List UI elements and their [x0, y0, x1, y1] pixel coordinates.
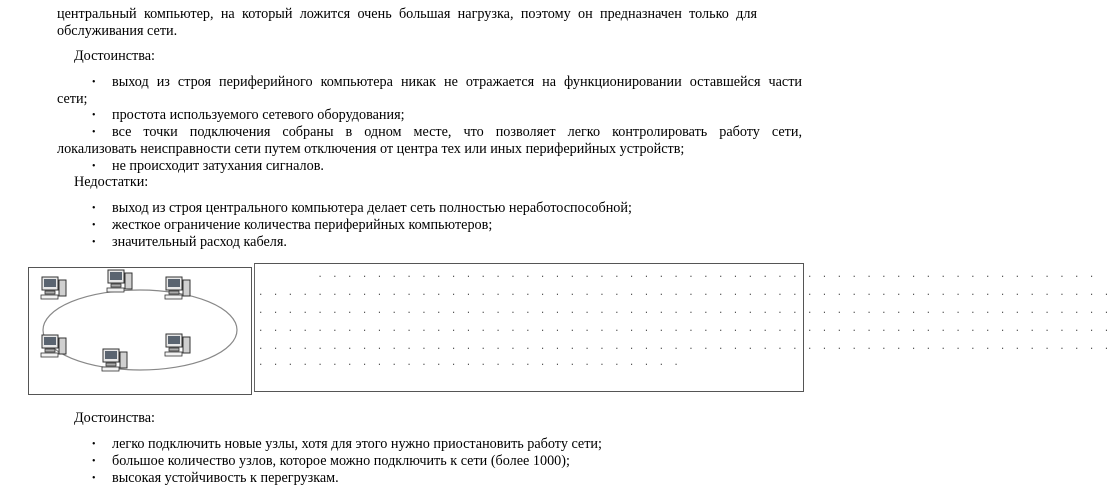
bullet: •: [92, 110, 96, 121]
advantage2-item-2: большое количество узлов, которое можно подключить к сети (более 1000);: [112, 453, 570, 469]
advantage-item-2: простота используемого сетевого оборудования;: [112, 107, 405, 123]
faded-text-row: . . . . . . . . . . . . . . . . . . . . . . . . . . . . . . . . . . . . . . . . . . . . . . . . . . . . . . . . . .: [258, 342, 1111, 352]
advantages-heading-1: Достоинства:: [74, 48, 155, 64]
bullet: •: [92, 439, 96, 450]
intro-line-1: центральный компьютер, на который ложится очень большая нагрузка, поэтому он предназначен только для: [57, 6, 757, 22]
bullet: •: [92, 237, 96, 248]
ring-network-diagram: [29, 268, 251, 394]
disadvantages-heading: Недостатки:: [74, 174, 149, 190]
disadvantage-item-2: жесткое ограничение количества периферийных компьютеров;: [112, 217, 493, 233]
faded-text-row: . . . . . . . . . . . . . . . . . . . . . . . . . . . . . . . . . . . . . . . . . . . . . . . . . . . . . . . . . .: [258, 324, 1111, 334]
computer-icon: [41, 277, 66, 299]
computer-icon: [102, 349, 127, 371]
advantage-item-3-line-1: все точки подключения собраны в одном месте, что позволяет легко контролировать работу сети,: [112, 124, 802, 140]
ring-network-figure: [28, 267, 252, 395]
disadvantage-item-3: значительный расход кабеля.: [112, 234, 287, 250]
advantage-item-1-line-2: сети;: [57, 91, 88, 107]
bullet: •: [92, 161, 96, 172]
faded-text-row: . . . . . . . . . . . . . . . . . . . . . . . . . . . . . . . . . . . . . . . . . . . . . . . . . . . . . . . . . .: [258, 288, 1111, 298]
advantage2-item-1: легко подключить новые узлы, хотя для этого нужно приостановить работу сети;: [112, 436, 602, 452]
faded-text-row: . . . . . . . . . . . . . . . . . . . . . . . . . . . . . . . . . . . . . . . . . . . . . . . . . . . . .: [258, 270, 1097, 280]
advantages-heading-2: Достоинства:: [74, 410, 155, 426]
intro-line-2: обслуживания сети.: [57, 23, 178, 39]
bullet: •: [92, 203, 96, 214]
advantage-item-1-line-1: выход из строя периферийного компьютера никак не отражается на функционировании оставшейся части: [112, 74, 802, 90]
advantage-item-3-line-2: локализовать неисправности сети путем отключения от центра тех или иных периферийных устройств;: [57, 141, 685, 157]
bullet: •: [92, 127, 96, 138]
advantage2-item-3: высокая устойчивость к перегрузкам.: [112, 470, 339, 486]
advantage-item-4: не происходит затухания сигналов.: [112, 158, 324, 174]
computer-icon: [107, 270, 132, 292]
bullet: •: [92, 220, 96, 231]
bullet: •: [92, 77, 96, 88]
faded-text-row: . . . . . . . . . . . . . . . . . . . . . . . . . . . . . . . . . . . . . . . . . . . . . . . . . . . . . . . . . .: [258, 306, 1111, 316]
disadvantage-item-1: выход из строя центрального компьютера делает сеть полностью неработоспособной;: [112, 200, 632, 216]
computer-icon: [41, 335, 66, 357]
computer-icon: [165, 334, 190, 356]
faded-text-row: . . . . . . . . . . . . . . . . . . . . . . . . . . . . .: [258, 358, 681, 368]
bullet: •: [92, 456, 96, 467]
bullet: •: [92, 473, 96, 484]
computer-icon: [165, 277, 190, 299]
